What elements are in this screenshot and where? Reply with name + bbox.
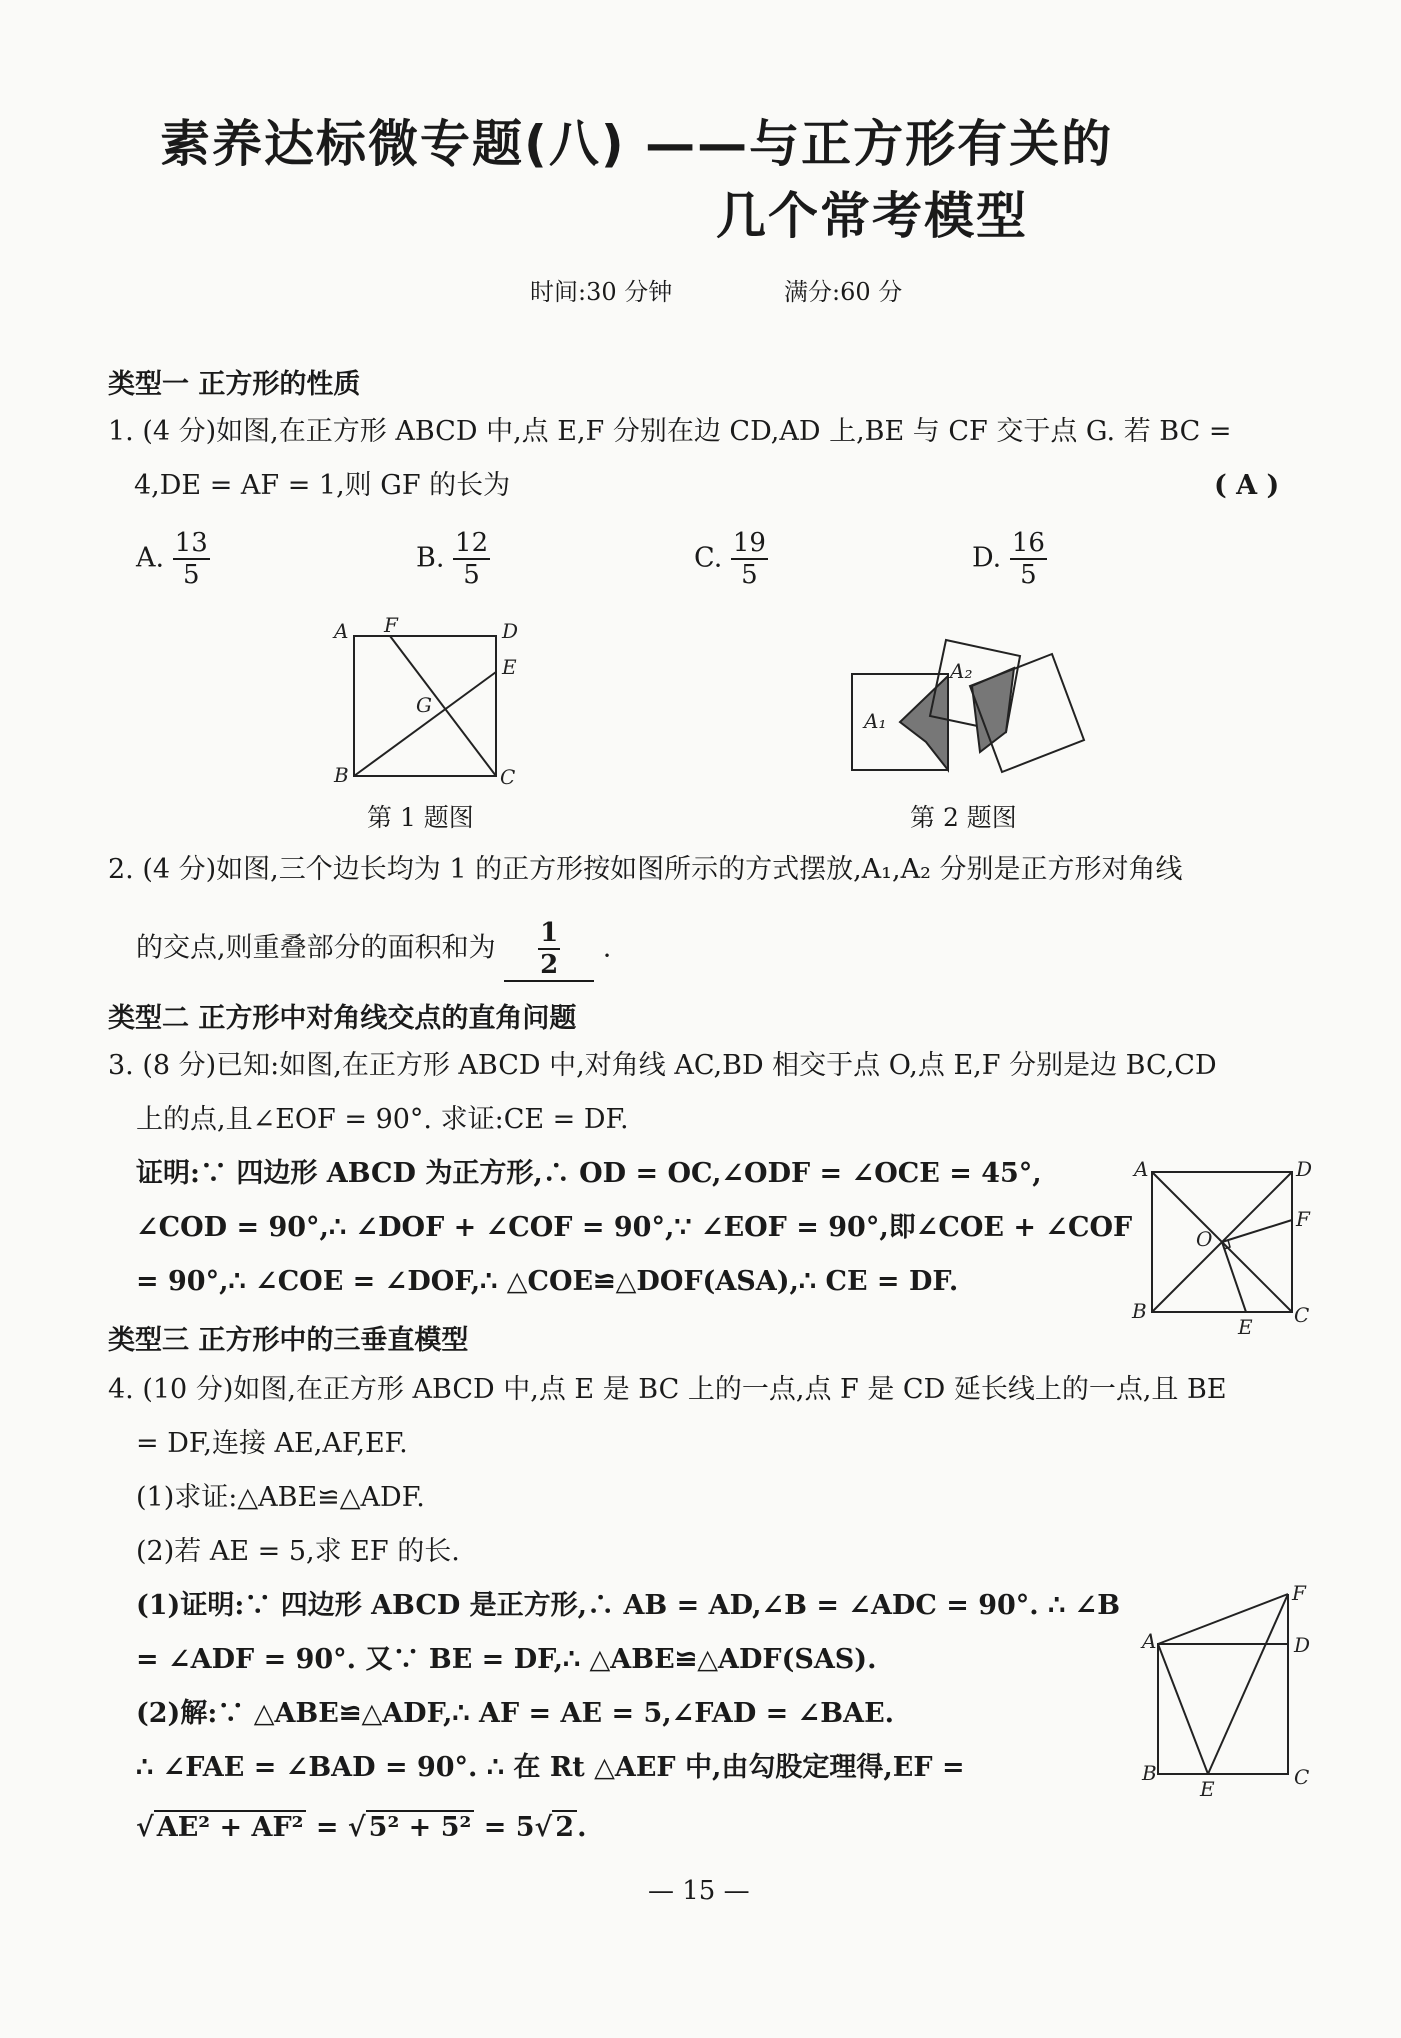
period: .	[577, 1812, 587, 1843]
fig1-caption: 第 1 题图	[367, 803, 474, 832]
q4-part1: (1)求证:△ABE≌△ADF.	[136, 1482, 425, 1513]
q2-line1: 2. (4 分)如图,三个边长均为 1 的正方形按如图所示的方式摆放,A₁,A₂ 分别是正方形对角线	[108, 854, 1183, 885]
sqrt-sign: √	[534, 1812, 553, 1843]
q4-line2: = DF,连接 AE,AF,EF.	[136, 1428, 408, 1459]
q3-line2: 上的点,且∠EOF = 90°. 求证:CE = DF.	[136, 1104, 629, 1135]
option-label: D.	[972, 542, 1002, 574]
q4-solution2-line2: ∴ ∠FAE = ∠BAD = 90°. ∴ 在 Rt △AEF 中,由勾股定理得,EF =	[136, 1752, 965, 1783]
q3-proof-line1: 证明:∵ 四边形 ABCD 为正方形,∴ OD = OC,∠ODF = ∠OCE = 45°,	[136, 1158, 1042, 1189]
q2-line2	[136, 918, 611, 982]
section-title-2: 类型二 正方形中对角线交点的直角问题	[108, 1003, 577, 1034]
fig2-label-a1: A₁	[864, 709, 887, 733]
section-title-1: 类型一 正方形的性质	[108, 369, 361, 400]
option-fraction: $\frac{13}{5}$	[174, 528, 208, 590]
fig4-label-c: C	[1294, 1765, 1310, 1789]
q3-proof-line3: = 90°,∴ ∠COE = ∠DOF,∴ △COE≌△DOF(ASA),∴ CE = DF.	[136, 1266, 959, 1297]
figure-2	[842, 632, 1102, 784]
fig1-label-c: C	[500, 765, 516, 789]
q4-solution2-line3	[136, 1808, 587, 1848]
fig3-label-f: F	[1296, 1207, 1310, 1231]
q4-part2: (2)若 AE = 5,求 EF 的长.	[136, 1536, 460, 1567]
fig1-label-e: E	[502, 655, 517, 679]
figure-4	[1136, 1584, 1316, 1804]
sqrt-sign: √	[136, 1812, 154, 1843]
section-title-3: 类型三 正方形中的三垂直模型	[108, 1325, 469, 1356]
fig1-line-cf	[390, 636, 496, 776]
fig3-label-d: D	[1296, 1157, 1313, 1181]
radicand-3: 2	[552, 1810, 577, 1843]
q2-line2-text: 的交点,则重叠部分的面积和为	[136, 932, 496, 964]
q1-option-d	[972, 528, 1047, 590]
fig2-caption: 第 2 题图	[910, 803, 1017, 832]
q1-answer: ( A )	[1214, 470, 1280, 501]
fig2-overlap-1	[900, 676, 948, 770]
full-score: 满分:60 分	[784, 278, 903, 306]
fig4-label-f: F	[1292, 1584, 1306, 1605]
fig1-label-b: B	[334, 763, 349, 787]
q1-option-c	[694, 528, 768, 590]
fig4-label-b: B	[1142, 1761, 1157, 1785]
radicand-1: AE² + AF²	[154, 1810, 307, 1843]
fig1-label-f: F	[384, 613, 398, 637]
option-fraction: $\frac{12}{5}$	[455, 528, 489, 590]
fig4-label-d: D	[1294, 1633, 1311, 1657]
q4-solution1-line1: (1)证明:∵ 四边形 ABCD 是正方形,∴ AB = AD,∠B = ∠ADC = 90°. ∴ ∠B	[136, 1590, 1121, 1621]
fig1-label-g: G	[416, 693, 432, 717]
option-fraction: $\frac{19}{5}$	[732, 528, 766, 590]
q3-line1: 3. (8 分)已知:如图,在正方形 ABCD 中,对角线 AC,BD 相交于点 O,点 E,F 分别是边 BC,CD	[108, 1050, 1217, 1081]
fig3-label-e: E	[1238, 1315, 1253, 1339]
option-fraction: $\frac{16}{5}$	[1011, 528, 1045, 590]
fig3-label-a: A	[1134, 1157, 1149, 1181]
figure-3	[1128, 1152, 1318, 1342]
fig4-label-e: E	[1200, 1777, 1215, 1801]
radicand-2: 5² + 5²	[366, 1810, 475, 1843]
q1-line1: 1. (4 分)如图,在正方形 ABCD 中,点 E,F 分别在边 CD,AD 上,BE 与 CF 交于点 G. 若 BC =	[108, 416, 1232, 447]
fig3-label-c: C	[1294, 1303, 1310, 1327]
q1-option-a	[136, 528, 210, 590]
q4-line1: 4. (10 分)如图,在正方形 ABCD 中,点 E 是 BC 上的一点,点 F 是 CD 延长线上的一点,且 BE	[108, 1374, 1227, 1405]
option-label: A.	[136, 542, 165, 574]
equals: =	[306, 1812, 348, 1843]
fig4-label-a: A	[1142, 1629, 1157, 1653]
fig1-label-a: A	[334, 619, 349, 643]
fig2-label-a2: A₂	[950, 659, 973, 683]
fig3-line-oe	[1222, 1242, 1246, 1312]
q4-solution2-line1: (2)解:∵ △ABE≌△ADF,∴ AF = AE = 5,∠FAD = ∠BAE.	[136, 1698, 895, 1729]
result: = 5	[474, 1812, 535, 1843]
option-label: C.	[694, 542, 723, 574]
page-title-line2: 几个常考模型	[716, 187, 1028, 245]
sqrt-sign: √	[347, 1812, 366, 1843]
fig4-line-ae	[1158, 1644, 1208, 1774]
q2-period: .	[602, 932, 612, 964]
q1-line2: 4,DE = AF = 1,则 GF 的长为	[134, 470, 511, 501]
time-limit: 时间:30 分钟	[530, 278, 673, 306]
figure-1	[326, 612, 536, 792]
q2-answer-blank	[504, 918, 594, 982]
fig1-label-d: D	[502, 619, 519, 643]
page-number: — 15 —	[648, 1876, 750, 1906]
page-title-line1: 素养达标微专题(八) ——与正方形有关的	[160, 115, 1114, 173]
q3-proof-line2: ∠COD = 90°,∴ ∠DOF + ∠COF = 90°,∵ ∠EOF = 90°,即∠COE + ∠COF	[136, 1212, 1133, 1243]
option-label: B.	[416, 542, 445, 574]
q4-solution1-line2: = ∠ADF = 90°. 又∵ BE = DF,∴ △ABE≌△ADF(SAS).	[136, 1644, 877, 1675]
fig3-label-o: O	[1196, 1227, 1213, 1251]
fig4-square	[1158, 1644, 1288, 1774]
q2-answer: $\frac{1}{2}$	[540, 918, 559, 980]
q1-option-b	[416, 528, 490, 590]
fig1-line-be	[354, 672, 496, 776]
fig3-label-b: B	[1132, 1299, 1147, 1323]
